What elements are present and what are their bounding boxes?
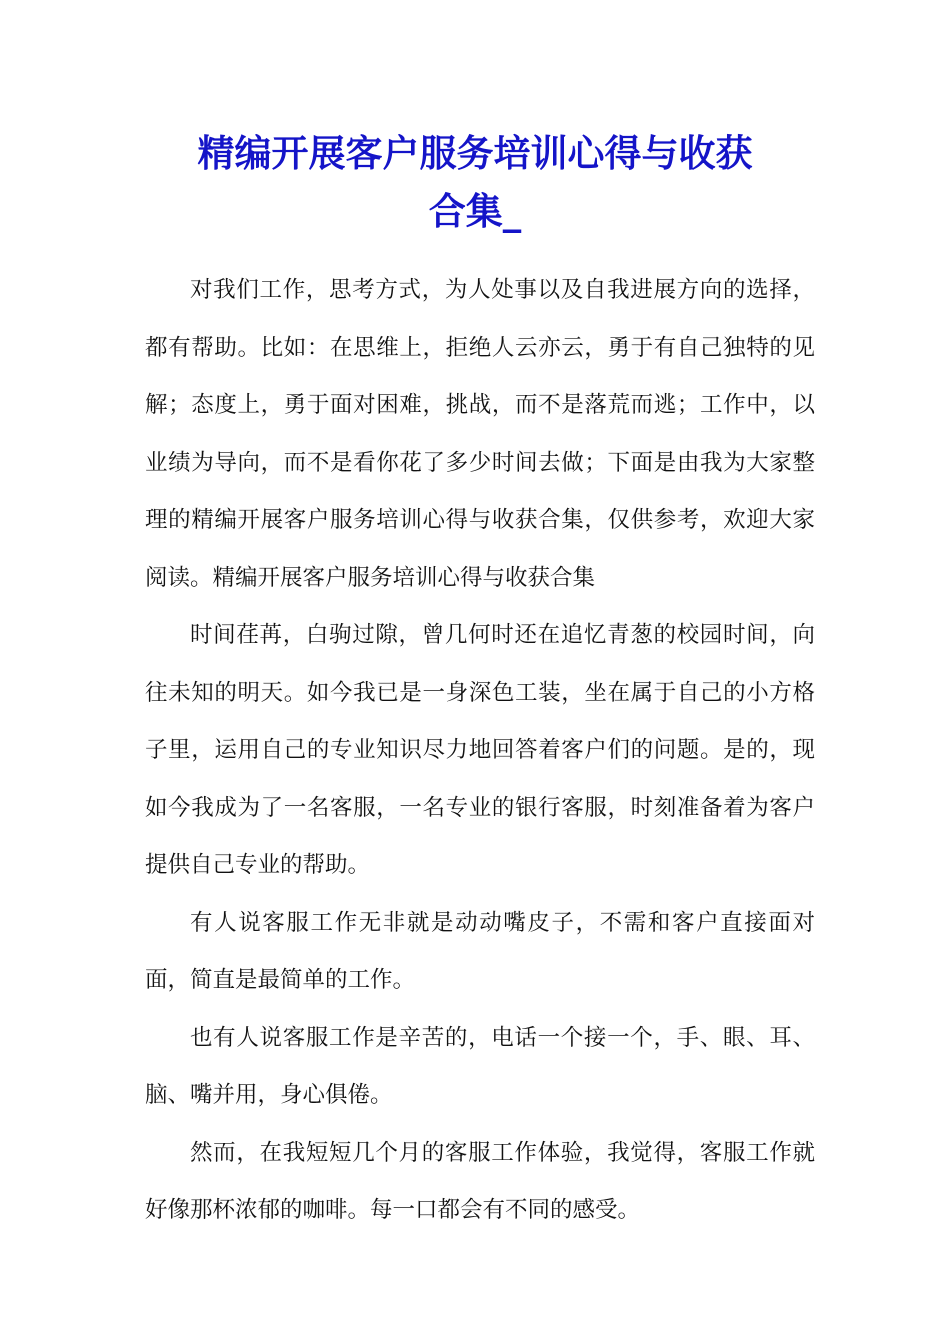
document-title bbox=[120, 124, 830, 240]
paragraph-3: 有人说客服工作无非就是动动嘴皮子，不需和客户直接面对面，简直是最简单的工作。 bbox=[145, 909, 815, 993]
paragraph-2: 时间荏苒，白驹过隙，曾几何时还在追忆青葱的校园时间，向往未知的明天。如今我已是一身深色工装，坐在属于自己的小方格子里，运用自己的专业知识尽力地回答着客户们的问题。是的，现如今我成为了一名客服，一名专业的银行客服，时刻准备着为客户提供自己专业的帮助。 bbox=[145, 622, 815, 878]
paragraph-1: 对我们工作，思考方式，为人处事以及自我进展方向的选择，都有帮助。比如：在思维上，拒绝人云亦云，勇于有自己独特的见解；态度上，勇于面对困难，挑战，而不是落荒而逃；工作中，以业绩为导向，而不是看你花了多少时间去做；下面是由我为大家整理的精编开展客户服务培训心得与收获合集，仅供参考，欢迎大家阅读。精编开展客户服务培训心得与收获合集 bbox=[145, 277, 815, 591]
paragraph-5: 然而，在我短短几个月的客服工作体验，我觉得，客服工作就好像那杯浓郁的咖啡。每一口都会有不同的感受。 bbox=[145, 1139, 815, 1223]
paragraph-4: 也有人说客服工作是辛苦的，电话一个接一个，手、眼、耳、脑、嘴并用，身心俱倦。 bbox=[145, 1024, 815, 1108]
document-title-line-2: 合集_ bbox=[428, 189, 522, 233]
document-title-line-1: 精编开展客户服务培训心得与收获 bbox=[197, 131, 753, 175]
document-body bbox=[145, 262, 815, 1240]
